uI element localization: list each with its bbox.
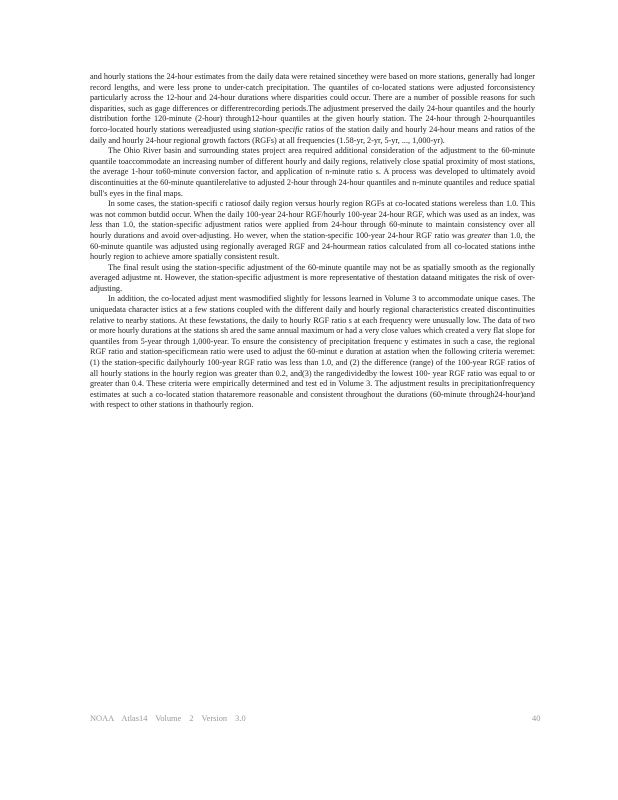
italic-text: station-specific: [253, 124, 304, 134]
paragraph-text: ratios of the station daily and hourly 24-hour means and ratios of the daily and hourly 24-hour regional growth factors (RGFs) at all frequencies (1.58-yr, 2-yr, 5-yr, ..., 1,000-yr).: [90, 124, 535, 145]
italic-text: greater: [467, 230, 492, 240]
paragraph-text: In some cases, the station-specifi c ratiosof daily region versus hourly region RGFs at co-located stations wereless than 1.0. This was not common butdid occur. When the daily 100-year 24-hour RGF/hourly 100-year 24-hour RGF, which was used as an index, was: [90, 199, 535, 219]
paragraph: [90, 263, 535, 295]
paragraph: [90, 72, 535, 146]
italic-text: less: [90, 220, 103, 230]
footer-page-number: 40: [532, 714, 541, 723]
paragraph: [90, 199, 535, 263]
paragraph-text: than 1.0, the station-specific adjustment ratios were applied from 24-hour through 60-minute to maintain consistency over all hourly durations and avoid over-adjusting. Ho wever, when the station-specific 100-year 24-hour RGF ratio was: [90, 220, 535, 240]
footer-publication-title: NOAA Atlas14 Volume 2 Version 3.0: [90, 714, 246, 723]
paragraph-text: and hourly stations the 24-hour estimates from the daily data were retained sincethey were based on more stations, generally had longer record lengths, and were less prone to under-catch precipitation. The quantiles of co-located stations were adjusted forconsistency particularly across the 12-hour and 24-hour durations where disparities could occur. There are a number of possible reasons for such disparities, such as gage differences or differentrecording periods.The adjustment preserved the daily 24-hour quantiles and the hourly distribution forthe 120-minute (2-hour) through12-hour quantiles at the given hourly station. The 24-hour through 2-hourquantiles forco-located hourly stations wereadjusted using: [90, 72, 535, 134]
paragraph-text: than 1.0, the 60-minute quantile was adjusted using regionally averaged RGF and 24-hourmean ratios calculated from all co-located stations inthe hourly region to achieve amore spatially consistent result.: [90, 230, 535, 262]
body-text: [90, 72, 535, 411]
paragraph: [90, 294, 535, 411]
paragraph-text: The final result using the station-specific adjustment of the 60-minute quantile may not be as spatially smooth as the regionally averaged adjustme nt. However, the station-specific adjustment is more representative of thestation dataand mitigates the risk of over-adjusting.: [90, 262, 535, 293]
paragraph-text: The Ohio River basin and surrounding states project area required additional consideration of the adjustment to the 60-minute quantile toaccommodate an increasing number of different hourly and daily regions, relatively close spatial proximity of most stations, the average 1-hour to60-minute conversion factor, and application of n-minute ratio s. A process was developed to ultimately avoid discontinuities at the 60-minute quantilerelative to adjusted 2-hour through 24-hour quantiles and n-minute quantiles and reduce spatial bull's eyes in the final maps.: [90, 146, 535, 198]
paragraph-text: In addition, the co-located adjust ment wasmodified slightly for lessons learned in Volume 3 to accommodate unique cases. The uniquedata character istics at a few stations coupled with the different daily and hourly regional characteristics created discontinuities relative to nearby stations. At these fewstations, the daily to hourly RGF ratio s at each frequency were unusually low. The data of two or more hourly durations at the stations sh ared the same annual maximum or had a very close values which created a very flat slope for quantiles from 5-year through 1,000-year. To ensure the consistency of precipitation frequenc y estimates in such a case, the regional RGF ratio and station-specificmean ratio were used to adjust the 60-minut e duration at astation when the following criteria weremet: (1) the station-specific dailyhourly 100-year RGF ratio was less than 1.0, and (2) the difference (range) of the 100-year RGF ratios of all hourly stations in the hourly region was greater than 0.2, and(3) the rangedividedby the lowest 100- year RGF ratio was equal to or greater than 0.4. These criteria were empirically determined and test ed in Volume 3. The adjustment results in precipitationfrequency estimates at such a co-located station thataremore reasonable and consistent throughout the durations (60-minute through24-hour)and with respect to other stations in thathourly region.: [90, 294, 535, 410]
paragraph: [90, 146, 535, 199]
